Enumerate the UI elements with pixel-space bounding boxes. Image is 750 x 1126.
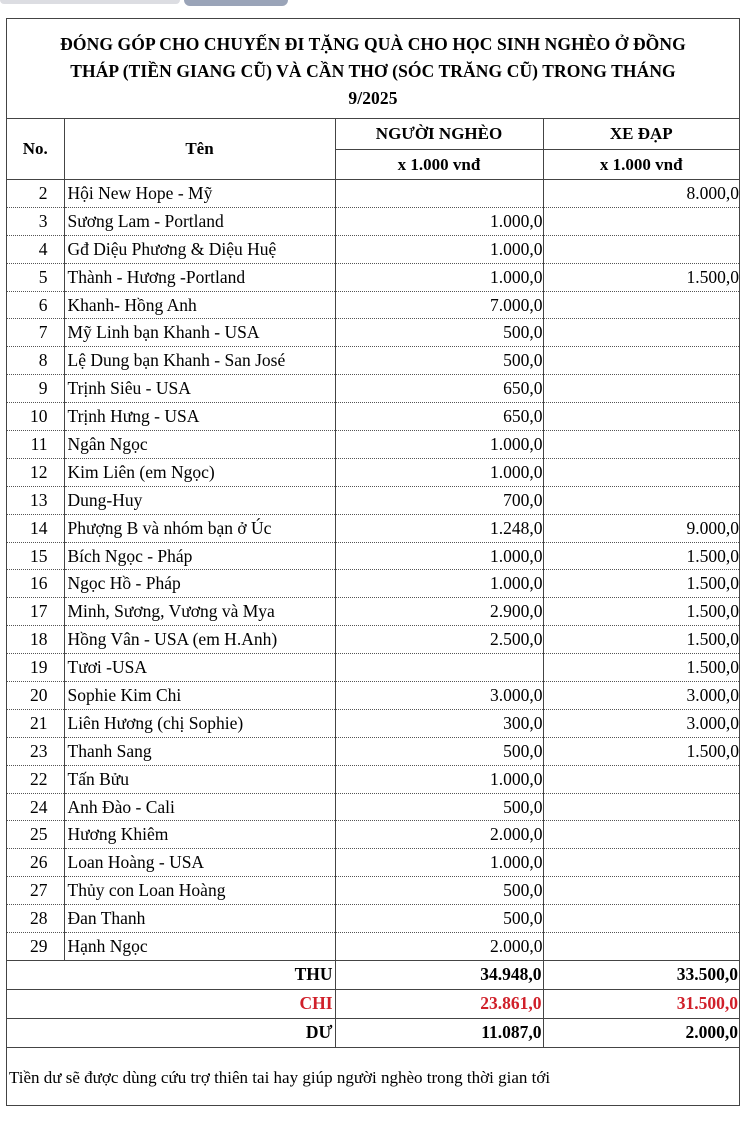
summary-thu-poor: 34.948,0: [335, 960, 543, 989]
row-no: 7: [7, 319, 64, 347]
column-header-bike: XE ĐẠP: [609, 124, 673, 143]
row-name: Thủy con Loan Hoàng: [64, 877, 335, 905]
row-bike-amount: 1.500,0: [543, 626, 739, 654]
row-no: 20: [7, 682, 64, 710]
row-name: Thành - Hương -Portland: [64, 263, 335, 291]
row-poor-amount: 500,0: [335, 877, 543, 905]
row-poor-amount: 700,0: [335, 486, 543, 514]
row-poor-amount: 7.000,0: [335, 291, 543, 319]
row-bike-amount: [543, 431, 739, 459]
row-name: Tấn Bửu: [64, 765, 335, 793]
row-poor-amount: 300,0: [335, 709, 543, 737]
row-no: 16: [7, 570, 64, 598]
row-no: 4: [7, 235, 64, 263]
table-row: [7, 849, 739, 877]
row-poor-amount: 650,0: [335, 375, 543, 403]
row-bike-amount: [543, 849, 739, 877]
row-poor-amount: [335, 180, 543, 208]
summary-du-bike: 2.000,0: [543, 1018, 739, 1047]
table-row: [7, 431, 739, 459]
row-bike-amount: 1.500,0: [543, 737, 739, 765]
row-name: Loan Hoàng - USA: [64, 849, 335, 877]
row-bike-amount: 3.000,0: [543, 682, 739, 710]
table-row: [7, 737, 739, 765]
column-unit-bike: x 1.000 vnđ: [543, 150, 739, 180]
row-no: 11: [7, 431, 64, 459]
row-bike-amount: [543, 319, 739, 347]
row-no: 22: [7, 765, 64, 793]
row-poor-amount: 500,0: [335, 347, 543, 375]
row-bike-amount: 1.500,0: [543, 263, 739, 291]
table-row: [7, 180, 739, 208]
row-bike-amount: [543, 765, 739, 793]
row-no: 15: [7, 542, 64, 570]
donation-table: [7, 119, 739, 1048]
row-bike-amount: [543, 291, 739, 319]
row-bike-amount: [543, 207, 739, 235]
row-name: Ngọc Hồ - Pháp: [64, 570, 335, 598]
row-poor-amount: 1.000,0: [335, 765, 543, 793]
row-poor-amount: 2.500,0: [335, 626, 543, 654]
row-name: Trịnh Siêu - USA: [64, 375, 335, 403]
summary-row-chi: [7, 989, 739, 1018]
row-no: 29: [7, 933, 64, 961]
row-bike-amount: 1.500,0: [543, 598, 739, 626]
row-poor-amount: 1.248,0: [335, 514, 543, 542]
table-row: [7, 291, 739, 319]
row-poor-amount: 2.900,0: [335, 598, 543, 626]
row-no: 26: [7, 849, 64, 877]
row-poor-amount: 1.000,0: [335, 207, 543, 235]
row-bike-amount: [543, 821, 739, 849]
row-no: 24: [7, 793, 64, 821]
row-no: 9: [7, 375, 64, 403]
row-name: Dung-Huy: [64, 486, 335, 514]
table-row: [7, 207, 739, 235]
row-no: 21: [7, 709, 64, 737]
row-bike-amount: [543, 347, 739, 375]
table-row: [7, 514, 739, 542]
row-no: 14: [7, 514, 64, 542]
row-poor-amount: 1.000,0: [335, 431, 543, 459]
row-name: Thanh Sang: [64, 737, 335, 765]
row-poor-amount: 1.000,0: [335, 458, 543, 486]
table-row: [7, 486, 739, 514]
row-no: 2: [7, 180, 64, 208]
row-poor-amount: 500,0: [335, 737, 543, 765]
donation-sheet: [6, 18, 740, 1106]
row-no: 19: [7, 654, 64, 682]
summary-thu-bike: 33.500,0: [543, 960, 739, 989]
row-bike-amount: [543, 905, 739, 933]
row-no: 10: [7, 403, 64, 431]
summary-label-du: DƯ: [7, 1018, 335, 1047]
row-name: Sophie Kim Chi: [64, 682, 335, 710]
row-no: 28: [7, 905, 64, 933]
table-row: [7, 319, 739, 347]
row-name: Khanh- Hồng Anh: [64, 291, 335, 319]
row-no: 3: [7, 207, 64, 235]
row-no: 8: [7, 347, 64, 375]
table-row: [7, 570, 739, 598]
row-bike-amount: [543, 793, 739, 821]
table-row: [7, 598, 739, 626]
row-no: 25: [7, 821, 64, 849]
table-row: [7, 793, 739, 821]
row-name: Bích Ngọc - Pháp: [64, 542, 335, 570]
row-no: 6: [7, 291, 64, 319]
row-name: Tươi -USA: [64, 654, 335, 682]
row-bike-amount: [543, 458, 739, 486]
row-bike-amount: [543, 486, 739, 514]
table-row: [7, 626, 739, 654]
row-no: 18: [7, 626, 64, 654]
browser-tab[interactable]: [0, 0, 180, 4]
row-poor-amount: 2.000,0: [335, 821, 543, 849]
title-line-2: THÁP (TIỀN GIANG CŨ) VÀ CẦN THƠ (SÓC TRĂNG CŨ) TRONG THÁNG: [70, 61, 676, 81]
row-no: 5: [7, 263, 64, 291]
row-bike-amount: [543, 375, 739, 403]
row-bike-amount: 1.500,0: [543, 654, 739, 682]
row-bike-amount: 3.000,0: [543, 709, 739, 737]
table-row: [7, 933, 739, 961]
row-poor-amount: 500,0: [335, 319, 543, 347]
row-name: Sương Lam - Portland: [64, 207, 335, 235]
summary-chi-poor: 23.861,0: [335, 989, 543, 1018]
row-poor-amount: 500,0: [335, 905, 543, 933]
row-name: Kim Liên (em Ngọc): [64, 458, 335, 486]
summary-chi-bike: 31.500,0: [543, 989, 739, 1018]
row-name: Trịnh Hưng - USA: [64, 403, 335, 431]
table-row: [7, 235, 739, 263]
row-name: Mỹ Linh bạn Khanh - USA: [64, 319, 335, 347]
summary-row-du: [7, 1018, 739, 1047]
row-poor-amount: 2.000,0: [335, 933, 543, 961]
row-name: Hồng Vân - USA (em H.Anh): [64, 626, 335, 654]
table-row: [7, 905, 739, 933]
row-no: 23: [7, 737, 64, 765]
table-row: [7, 654, 739, 682]
summary-label-chi: CHI: [7, 989, 335, 1018]
row-name: Đan Thanh: [64, 905, 335, 933]
table-row: [7, 403, 739, 431]
row-poor-amount: 650,0: [335, 403, 543, 431]
browser-tab-active[interactable]: [184, 0, 288, 6]
row-name: Gđ Diệu Phương & Diệu Huệ: [64, 235, 335, 263]
row-poor-amount: 1.000,0: [335, 542, 543, 570]
row-poor-amount: 500,0: [335, 793, 543, 821]
row-poor-amount: 1.000,0: [335, 570, 543, 598]
row-no: 17: [7, 598, 64, 626]
row-poor-amount: 1.000,0: [335, 263, 543, 291]
row-poor-amount: 1.000,0: [335, 235, 543, 263]
sheet-title: [7, 19, 739, 119]
row-bike-amount: 9.000,0: [543, 514, 739, 542]
footer-note: Tiền dư sẽ được dùng cứu trợ thiên tai hay giúp người nghèo trong thời gian tới: [7, 1048, 739, 1106]
row-bike-amount: 1.500,0: [543, 542, 739, 570]
column-header-poor: NGƯỜI NGHÈO: [335, 119, 543, 150]
table-row: [7, 263, 739, 291]
table-row: [7, 347, 739, 375]
table-row: [7, 877, 739, 905]
row-bike-amount: [543, 933, 739, 961]
row-name: Ngân Ngọc: [64, 431, 335, 459]
row-name: Anh Đào - Cali: [64, 793, 335, 821]
summary-label-thu: THU: [7, 960, 335, 989]
row-poor-amount: [335, 654, 543, 682]
row-name: Liên Hương (chị Sophie): [64, 709, 335, 737]
column-header-no: No.: [7, 119, 64, 180]
row-no: 13: [7, 486, 64, 514]
row-bike-amount: [543, 877, 739, 905]
row-bike-amount: [543, 403, 739, 431]
column-unit-poor: x 1.000 vnđ: [335, 150, 543, 180]
summary-du-poor: 11.087,0: [335, 1018, 543, 1047]
row-name: Hội New Hope - Mỹ: [64, 180, 335, 208]
row-no: 27: [7, 877, 64, 905]
title-line-3: 9/2025: [348, 88, 398, 108]
summary-row-thu: [7, 960, 739, 989]
row-bike-amount: 1.500,0: [543, 570, 739, 598]
table-row: [7, 765, 739, 793]
row-poor-amount: 1.000,0: [335, 849, 543, 877]
table-row: [7, 375, 739, 403]
app-top-bar: [0, 0, 750, 10]
row-name: Minh, Sương, Vương và Mya: [64, 598, 335, 626]
row-name: Phượng B và nhóm bạn ở Úc: [64, 514, 335, 542]
row-name: Hương Khiêm: [64, 821, 335, 849]
row-bike-amount: [543, 235, 739, 263]
row-bike-amount: 8.000,0: [543, 180, 739, 208]
table-row: [7, 458, 739, 486]
column-header-name: Tên: [64, 119, 335, 180]
table-row: [7, 682, 739, 710]
title-line-1: ĐÓNG GÓP CHO CHUYẾN ĐI TẶNG QUÀ CHO HỌC SINH NGHÈO Ở ĐỒNG: [60, 34, 686, 54]
row-name: Lệ Dung bạn Khanh - San José: [64, 347, 335, 375]
row-name: Hạnh Ngọc: [64, 933, 335, 961]
row-poor-amount: 3.000,0: [335, 682, 543, 710]
table-row: [7, 542, 739, 570]
row-no: 12: [7, 458, 64, 486]
table-row: [7, 709, 739, 737]
table-row: [7, 821, 739, 849]
